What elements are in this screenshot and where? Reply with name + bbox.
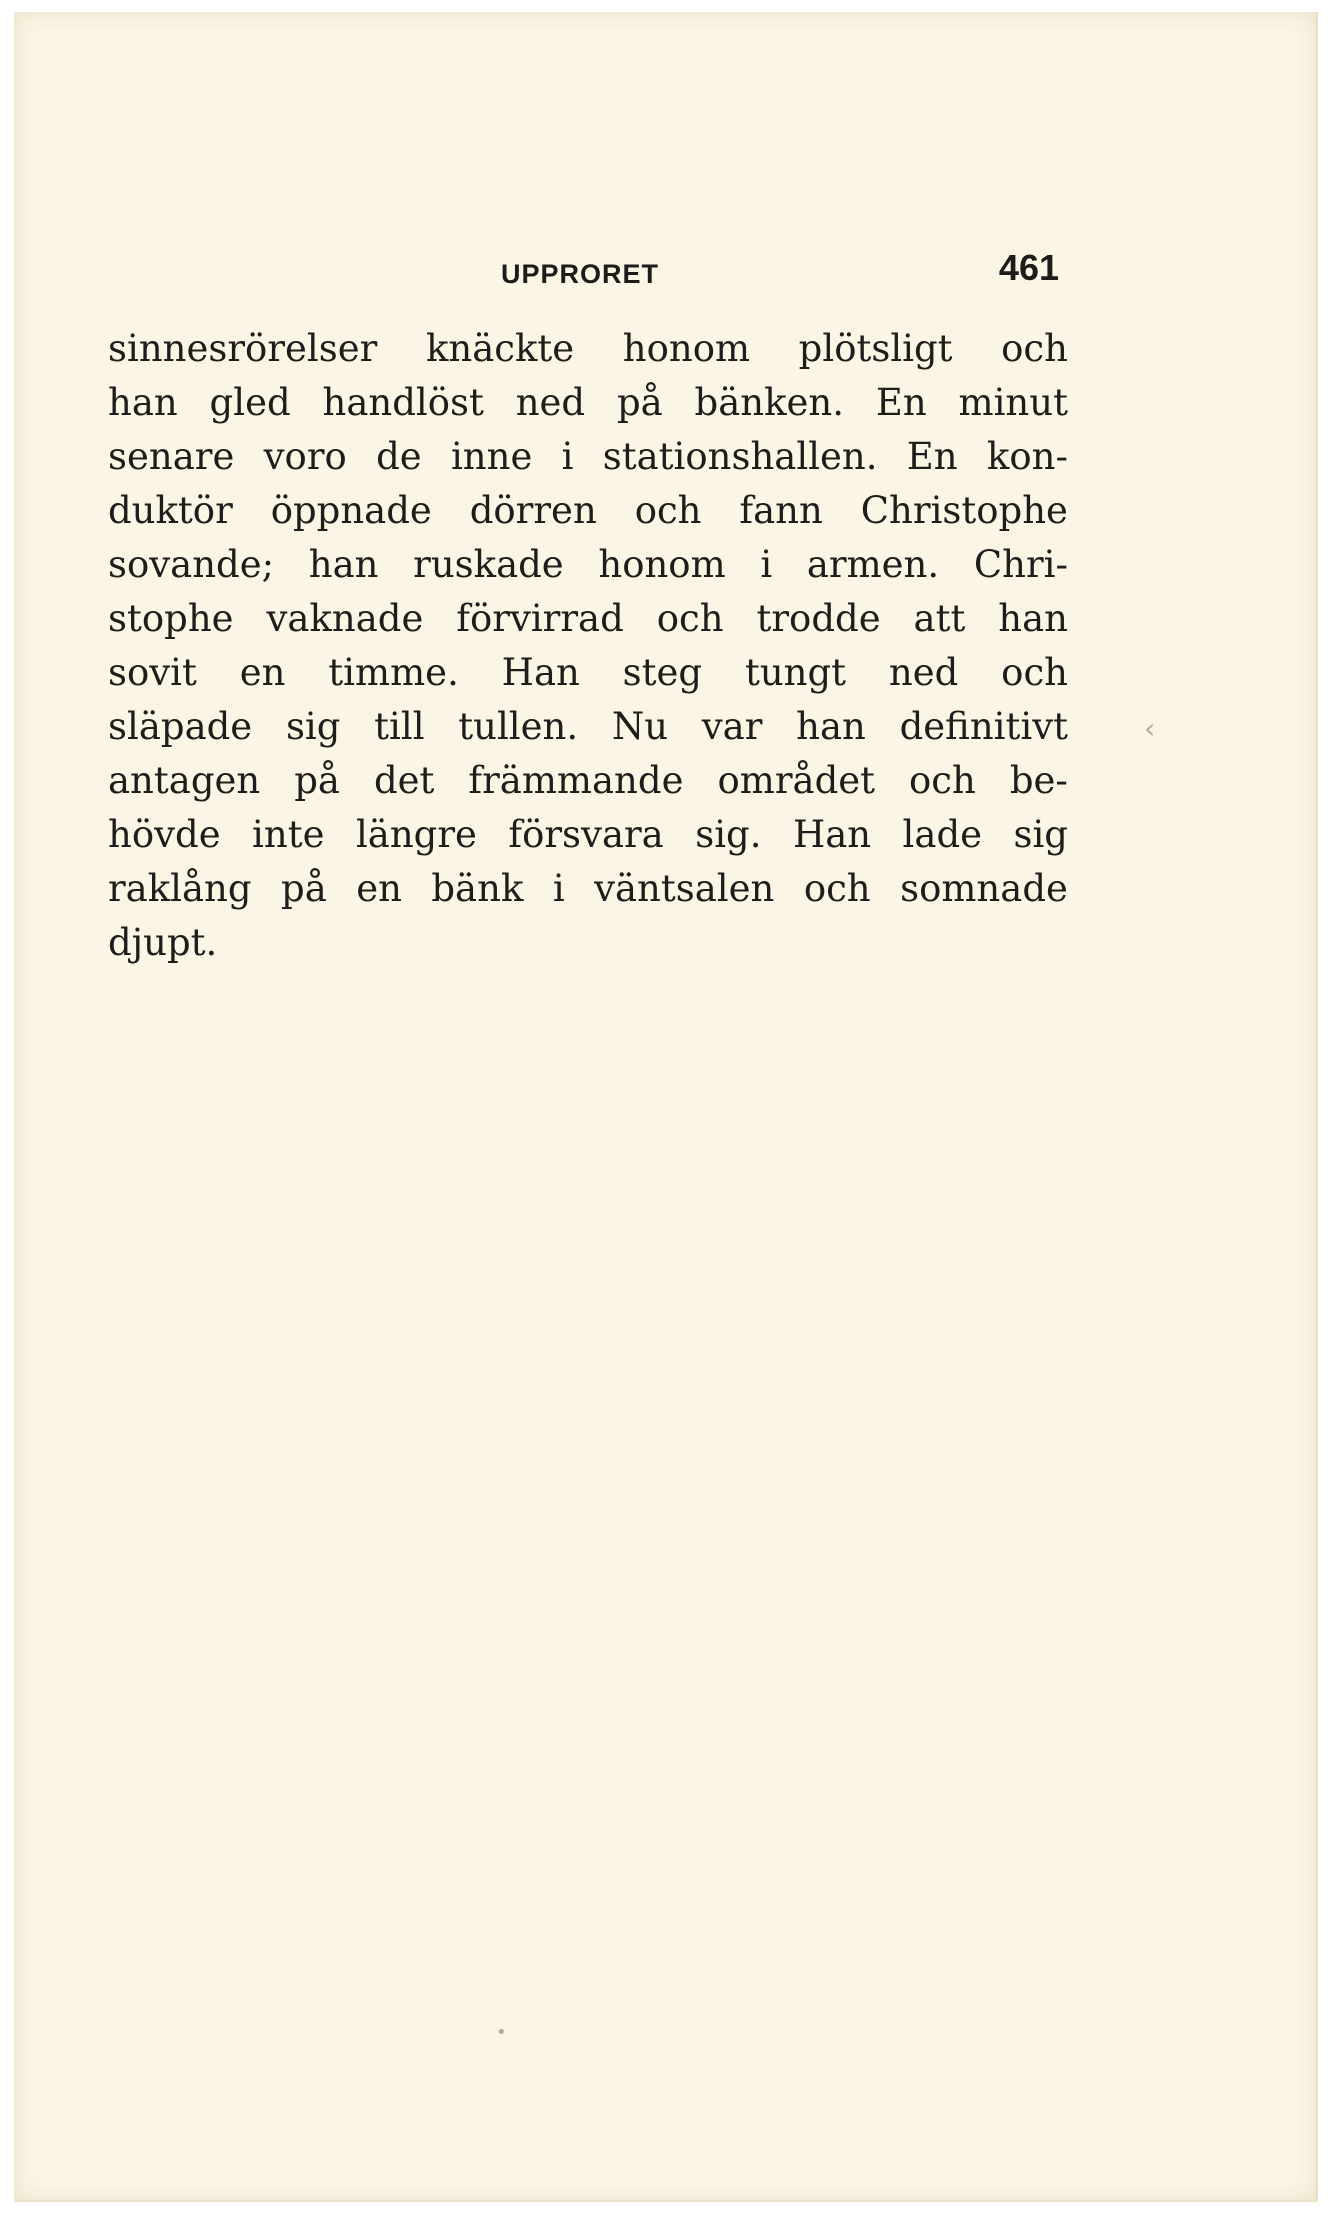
word: lade — [902, 813, 983, 856]
word: och — [803, 867, 871, 910]
word: raklång — [108, 867, 252, 910]
word: senare — [108, 435, 235, 478]
word: och — [909, 759, 976, 802]
word: plötsligt — [798, 327, 953, 370]
word: han — [308, 543, 379, 586]
word: inte — [252, 813, 325, 856]
word: på — [616, 381, 663, 424]
word: försvara — [508, 813, 664, 856]
word: fann — [739, 489, 823, 532]
word: i — [760, 543, 773, 586]
word: en — [239, 651, 286, 694]
text-line — [108, 484, 1068, 538]
word: minut — [958, 381, 1068, 424]
word: var — [701, 705, 763, 748]
page-number: 461 — [998, 247, 1059, 288]
body-text — [108, 322, 1068, 970]
word: väntsalen — [594, 867, 775, 910]
word: sinnesrörelser — [108, 327, 378, 370]
word: en — [356, 867, 402, 910]
word: knäckte — [425, 327, 575, 370]
word: sovit — [108, 651, 197, 694]
word: till — [374, 705, 425, 748]
text-line — [108, 538, 1068, 592]
word: Nu — [611, 705, 669, 748]
text-line — [108, 430, 1068, 484]
word: och — [1001, 651, 1068, 694]
word: inne — [450, 435, 533, 478]
word: han — [796, 705, 866, 748]
word: främmande — [468, 759, 684, 802]
text-line — [108, 322, 1068, 376]
word: antagen — [108, 759, 261, 802]
word: voro — [263, 435, 347, 478]
word: definitivt — [899, 705, 1068, 748]
word: sovande; — [108, 543, 275, 586]
word: ned — [515, 381, 586, 424]
word: sig. — [695, 813, 762, 856]
word: honom — [622, 327, 751, 370]
word: tungt — [744, 651, 847, 694]
word: sig — [1013, 813, 1068, 856]
word: gled — [209, 381, 291, 424]
text-line — [108, 592, 1068, 646]
word: En — [906, 435, 958, 478]
running-head — [109, 247, 1059, 307]
word: dörren — [469, 489, 597, 532]
running-title: UPPRORET — [501, 259, 660, 289]
word: han — [108, 381, 178, 424]
word: duktör — [108, 489, 233, 532]
word: det — [373, 759, 435, 802]
word: Christophe — [860, 489, 1068, 532]
word: längre — [355, 813, 477, 856]
word: på — [294, 759, 340, 802]
word: på — [281, 867, 327, 910]
word: hövde — [108, 813, 221, 856]
word: och — [656, 597, 724, 640]
word: öppnade — [270, 489, 432, 532]
word: timme. — [328, 651, 459, 694]
word: vaknade — [266, 597, 424, 640]
text-line — [108, 862, 1068, 916]
word: ruskade — [413, 543, 564, 586]
text-line — [108, 700, 1068, 754]
word: området — [717, 759, 876, 802]
text-line — [108, 916, 1068, 970]
word: handlöst — [322, 381, 484, 424]
word: i — [552, 867, 565, 910]
word: och — [1001, 327, 1068, 370]
word: armen. — [806, 543, 940, 586]
word: stationshallen. — [602, 435, 878, 478]
book-page — [14, 12, 1318, 2202]
word: steg — [622, 651, 703, 694]
stray-dot-mark: • — [496, 2022, 507, 2043]
word: att — [913, 597, 966, 640]
word: ned — [888, 651, 959, 694]
word: släpade — [108, 705, 253, 748]
word: sig — [285, 705, 341, 748]
word: djupt. — [108, 921, 218, 964]
word: somnade — [900, 867, 1068, 910]
margin-mark: ‹ — [1144, 712, 1156, 745]
text-line — [108, 754, 1068, 808]
text-line — [108, 808, 1068, 862]
word: En — [875, 381, 927, 424]
word: han — [998, 597, 1068, 640]
word: kon- — [986, 435, 1068, 478]
word: bänken. — [694, 381, 844, 424]
word: trodde — [756, 597, 881, 640]
word: förvirrad — [456, 597, 624, 640]
word: tullen. — [458, 705, 579, 748]
word: honom — [598, 543, 726, 586]
text-line — [108, 376, 1068, 430]
text-line — [108, 646, 1068, 700]
word: Chri- — [973, 543, 1068, 586]
word: Han — [501, 651, 580, 694]
word: be- — [1009, 759, 1068, 802]
word: de — [376, 435, 422, 478]
word: Han — [792, 813, 872, 856]
word: bänk — [431, 867, 524, 910]
word: i — [561, 435, 574, 478]
word: stophe — [108, 597, 234, 640]
word: och — [634, 489, 702, 532]
